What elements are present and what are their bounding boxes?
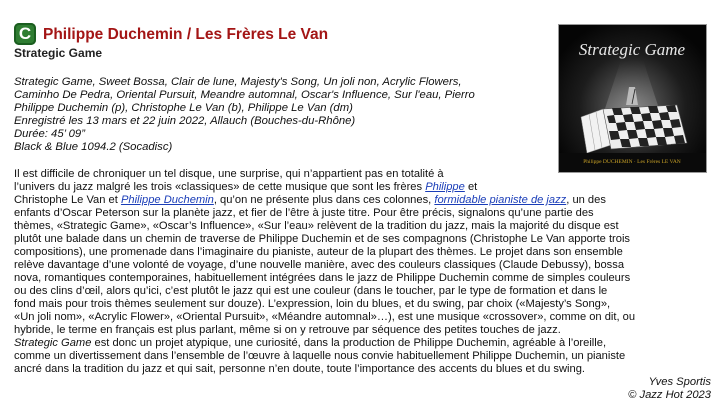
body-line: enfants d’Oscar Peterson sur la planète jazz, et fier de l’être à juste titre. Pour être précis, signalons qu’une partie des [14, 207, 594, 219]
body-line: relève davantage d’une volonté de voyage, d’une nouvelle manière, avec des couleurs classiques (Claude Debussy), bossa [14, 259, 625, 271]
label-line: Black & Blue 1094.2 (Socadisc) [14, 141, 173, 153]
body-line: compositions), une promenade dans l’imaginaire du pianiste, auteur de la plupart des thèmes. Le projet dans son ensemble [14, 246, 623, 258]
body-line: Christophe Le Van et Philippe Duchemin, qu’on ne présente plus dans ces colonnes, formidable pianiste de jazz, un des [14, 194, 606, 206]
body-line: thèmes, «Strategic Game», «Oscar’s Influence», «Sur l’eau» relèvent de la tradition du jazz, mais la majorité du disque est [14, 220, 619, 232]
body-line: comme un divertissement dans l’ensemble de l’œuvre à laquelle nous convie habituellement Philippe Duchemin, un pianiste [14, 350, 626, 362]
recording-line: Enregistré les 13 mars et 22 juin 2022, Allauch (Bouches-du-Rhône) [14, 115, 356, 127]
body-line: «Un joli nom», «Acrylic Flower», «Oriental Pursuit», «Méandre automnal»…), est une musique «crossover», comme on dit, ou [14, 311, 636, 323]
body-line: l’univers du jazz malgré les trois «classiques» de cette musique que sont les frères Philippe et [14, 181, 478, 193]
body-line: Il est difficile de chroniquer un tel disque, une surprise, qui n’appartient pas en totalité à [14, 168, 444, 180]
tracklist-line: Caminho De Pedra, Oriental Pursuit, Meandre automnal, Oscar's Influence, Sur l'eau, Pierro [14, 89, 475, 101]
body-line: plutôt une balade dans un chemin de traverse de Philippe Duchemin et de ses compagnons (Christophe Le Van apporte trois [14, 233, 631, 245]
category-badge-icon [14, 23, 36, 45]
album-cover-image [558, 24, 707, 173]
badge-letter: C [18, 24, 32, 43]
album-credits [14, 76, 544, 154]
author-signature: Yves Sportis [648, 376, 711, 388]
copyright-notice: © Jazz Hot 2023 [628, 389, 711, 401]
cover-title: Strategic Game [578, 40, 686, 59]
chessboard-icon [603, 105, 687, 149]
duration-line: Durée: 45’ 09” [14, 128, 85, 140]
cover-credit: Philippe DUCHEMIN · Les Frères LE VAN [583, 159, 681, 165]
body-line: hybride, le terme en français est plus parlant, même si on y retrouve par séquence des petites touches de jazz. [14, 324, 561, 336]
album-subtitle: Strategic Game [14, 46, 103, 60]
body-line: Strategic Game est donc un projet atypique, une curiosité, dans la production de Philippe Duchemin, agréable à l’oreille, [14, 337, 607, 349]
review-body [14, 168, 714, 376]
album-cover-art [559, 25, 706, 172]
body-line: ou des clins d’œil, alors qu’ici, c’est plutôt le jazz qui est une couleur (dans le toucher, par le type de formation et dans le [14, 285, 608, 297]
tracklist-line: Strategic Game, Sweet Bossa, Clair de lune, Majesty's Song, Un joli non, Acrylic Flowers, [14, 76, 462, 88]
link-philippe-duchemin[interactable]: Philippe Duchemin [120, 194, 214, 206]
body-line: nova, romantiques contemporaines, habituellement intégrées dans le jazz de Philippe Duchemin comme de simples couleurs [14, 272, 631, 284]
personnel-line: Philippe Duchemin (p), Christophe Le Van (b), Philippe Le Van (dm) [14, 102, 353, 114]
link-philippe-le-van[interactable]: Philippe [425, 181, 465, 193]
body-line: ancré dans la tradition du jazz et qui sait, personne n’en doute, toute l’importance des accents du blues et du swing. [14, 363, 586, 375]
page-title: Philippe Duchemin / Les Frères Le Van [43, 26, 329, 43]
link-formidable-pianiste[interactable]: formidable pianiste de jazz [434, 194, 567, 206]
body-line: fond mais pour trois thèmes seulement sur douze). L’expression, loin du blues, et du swing, par choix («Majesty’s Song», [14, 298, 611, 310]
